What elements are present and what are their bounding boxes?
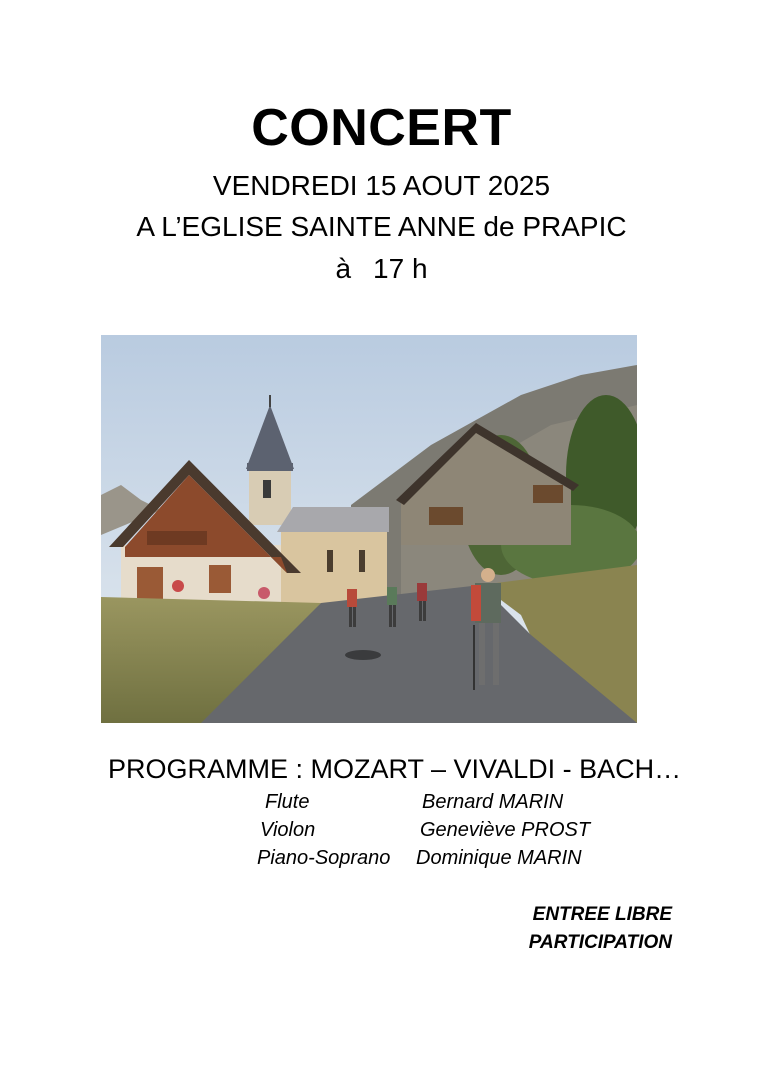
concert-date: VENDREDI 15 AOUT 2025 [212,170,551,201]
performer-name: Bernard MARIN [422,791,564,813]
performer-name: Geneviève PROST [420,819,591,841]
entry-free-label: ENTREE LIBRE [532,904,672,925]
time-prefix: à [335,253,352,284]
time-value: 17 h [373,253,428,284]
village-church-photo [101,335,637,723]
programme-line: PROGRAMME : MOZART – VIVALDI - BACH… [108,754,682,784]
performer-instrument: Flute [265,791,310,813]
performer-name: Dominique MARIN [416,847,582,869]
performer-instrument: Piano-Soprano [257,847,391,869]
participation-label: PARTICIPATION [528,932,672,953]
concert-title: CONCERT [251,99,512,157]
concert-time [0,253,763,285]
performer-instrument: Violon [260,819,316,841]
concert-venue: A L’EGLISE SAINTE ANNE de PRAPIC [136,211,627,242]
